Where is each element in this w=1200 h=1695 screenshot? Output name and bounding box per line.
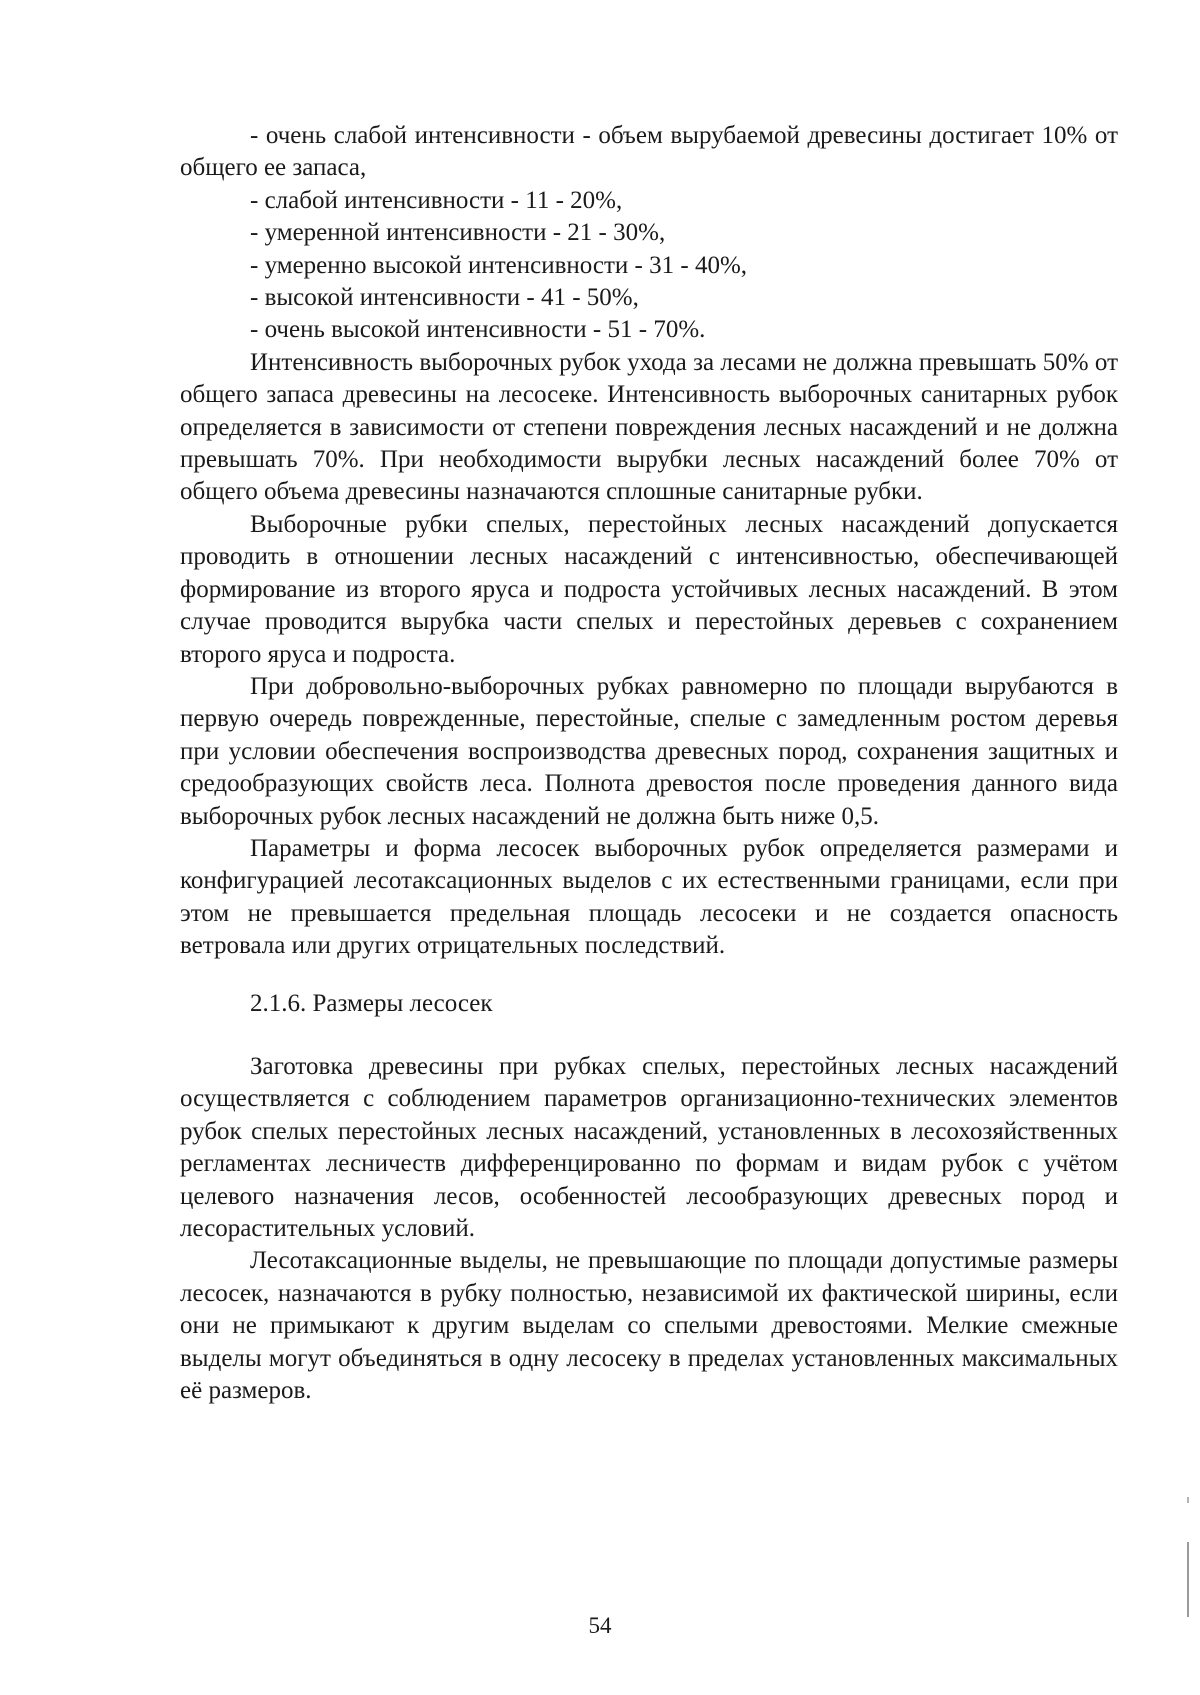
paragraph-forest-plots: Лесотаксационные выделы, не превышающие по площади допустимые размеры лесосек, назначаются в рубку полностью, независимой их фактической ширины, если они не примыкают к другим выделам со спелыми древостоями. Мелкие смежные выделы могут объединяться в одну лесосеку в пределах установленных максимальных её размеров. [180, 1247, 1118, 1405]
intensity-list-item: - умеренно высокой интенсивности - 31 - 40%, [250, 251, 748, 279]
paragraph-voluntary-selective: При добровольно-выборочных рубках равномерно по площади вырубаются в первую очередь поврежденные, перестойные, спелые с замедленным ростом деревья при условии обеспечения воспроизводства древесных пород, сохранения защитных и средообразующих свойств леса. Полнота древостоя после проведения данного вида выборочных рубок лесных насаждений не должна быть ниже 0,5. [180, 672, 1118, 830]
paragraph-cutting-area-parameters: Параметры и форма лесосек выборочных рубок определяется размерами и конфигурацией лесотаксационных выделов с их естественными границами, если при этом не превышается предельная площадь лесосеки и не создается опасность ветровала или других отрицательных последствий. [180, 834, 1118, 960]
intensity-list-item: - очень слабой интенсивности - объем вырубаемой древесины достигает 10% от общего ее запаса, [180, 122, 1118, 182]
intensity-list-item: - очень высокой интенсивности - 51 - 70%. [250, 316, 706, 344]
page-number: 54 [588, 1613, 612, 1638]
paragraph-selective-felling-intensity: Интенсивность выборочных рубок ухода за лесами не должна превышать 50% от общего запаса древесины на лесосеке. Интенсивность выборочных санитарных рубок определяется в зависимости от степени повреждения лесных насаждений и не должна превышать 70%. При необходимости вырубки лесных насаждений более 70% от общего объема древесины назначаются сплошные санитарные рубки. [180, 348, 1118, 506]
section-heading: 2.1.6. Размеры лесосек [250, 989, 493, 1017]
paragraph-selective-felling-mature: Выборочные рубки спелых, перестойных лесных насаждений допускается проводить в отношении лесных насаждений с интенсивностью, обеспечивающей формирование из второго яруса и подроста устойчивых лесных насаждений. В этом случае проводится вырубка части спелых и перестойных деревьев с сохранением второго яруса и подроста. [180, 510, 1118, 668]
intensity-list-item: - высокой интенсивности - 41 - 50%, [250, 284, 639, 312]
scan-artifact-dot [1187, 1497, 1189, 1503]
intensity-list-item: - слабой интенсивности - 11 - 20%, [250, 186, 623, 214]
scan-artifact-edge-line [1187, 1542, 1189, 1617]
document-body [180, 120, 1118, 1407]
intensity-list-item: - умеренной интенсивности - 21 - 30%, [250, 219, 666, 247]
paragraph-timber-harvesting: Заготовка древесины при рубках спелых, перестойных лесных насаждений осуществляется с соблюдением параметров организационно-технических элементов рубок спелых перестойных лесных насаждений, установленных в лесохозяйственных регламентах лесничеств дифференцированно по формам и видам рубок с учётом целевого назначения лесов, особенностей лесообразующих древесных пород и лесорастительных условий. [180, 1052, 1118, 1242]
